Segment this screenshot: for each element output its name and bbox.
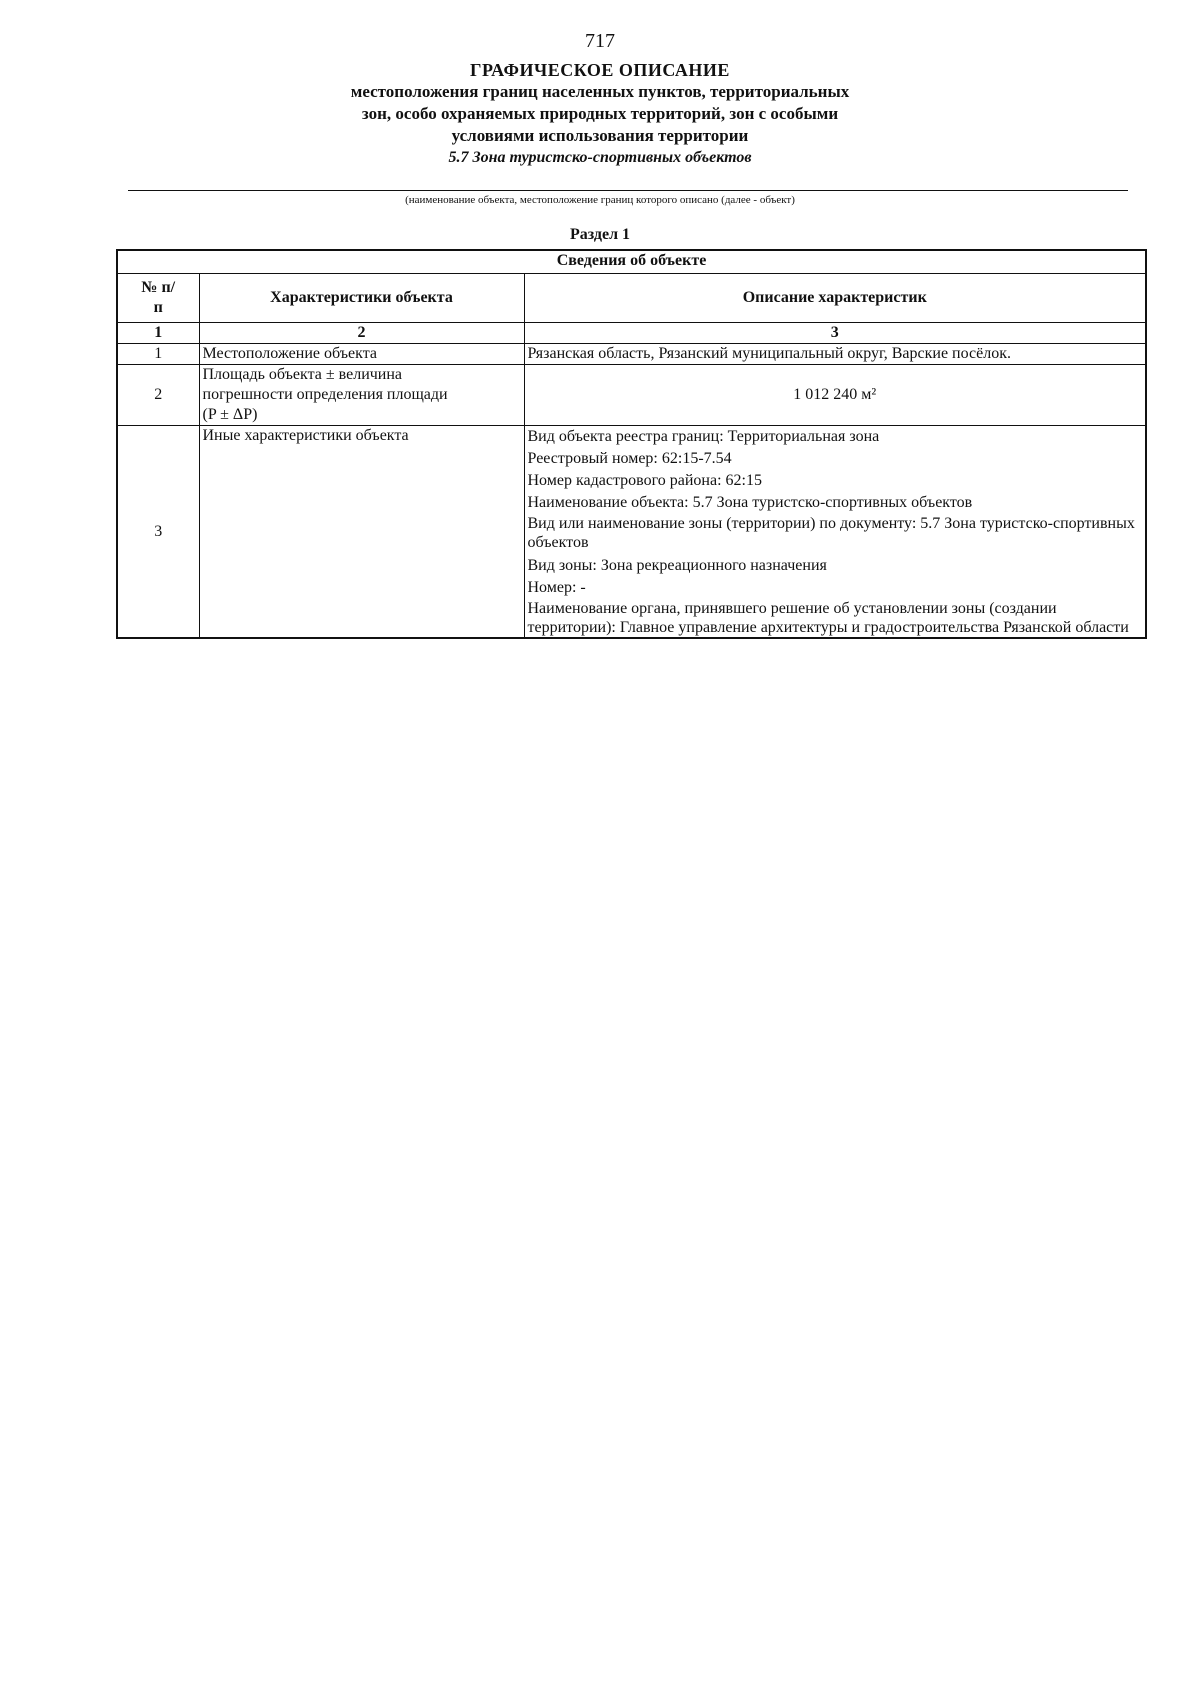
row-description: 1 012 240 м²: [524, 365, 1146, 426]
document-title: ГРАФИЧЕСКОЕ ОПИСАНИЕ: [470, 60, 730, 80]
column-header-description: Описание характеристик: [524, 274, 1146, 323]
row-description: Рязанская область, Рязанский муниципальный округ, Варские посёлок.: [524, 344, 1146, 365]
table-row: [117, 426, 1146, 639]
table-row: [117, 365, 1146, 426]
row-number: 1: [117, 344, 199, 365]
table-title: Сведения об объекте: [117, 250, 1146, 274]
column-number: 1: [117, 323, 199, 344]
description-item: Вид зоны: Зона рекреационного назначения: [527, 557, 827, 574]
description-item: Вид объекта реестра границ: Территориальная зона: [527, 428, 880, 445]
row-characteristic: [199, 365, 524, 426]
row-description: [524, 426, 1146, 639]
description-item: Вид или наименование зоны (территории) по документу: 5.7 Зона туристско-спортивных объектов: [527, 515, 1135, 551]
description-item: Номер кадастрового района: 62:15: [527, 472, 762, 489]
column-number: 3: [524, 323, 1146, 344]
row-characteristic-line: (P ± ΔP): [202, 406, 258, 423]
document-subtitle-line: зон, особо охраняемых природных территорий, зон с особыми: [361, 104, 839, 123]
object-name-underline: [128, 190, 1128, 191]
page-number: 717: [585, 30, 615, 52]
object-name-caption: (наименование объекта, местоположение границ которого описано (далее - объект): [405, 194, 795, 206]
row-number: 2: [117, 365, 199, 426]
row-characteristic: Местоположение объекта: [199, 344, 524, 365]
description-item: Наименование объекта: 5.7 Зона туристско-спортивных объектов: [527, 494, 973, 511]
section-title: Раздел 1: [569, 226, 631, 243]
document-header: [0, 59, 1200, 168]
description-item: Реестровый номер: 62:15-7.54: [527, 450, 732, 467]
object-name: 5.7 Зона туристско-спортивных объектов: [448, 149, 752, 166]
row-number: 3: [117, 426, 199, 639]
table-row: [117, 344, 1146, 365]
column-number: 2: [199, 323, 524, 344]
column-header-number: [117, 274, 199, 323]
column-header-characteristic: Характеристики объекта: [199, 274, 524, 323]
row-characteristic-line: Площадь объекта ± величина: [202, 366, 403, 383]
row-characteristic-line: погрешности определения площади: [202, 386, 448, 403]
column-header-number-text: № п/п: [141, 279, 176, 316]
description-item: Наименование органа, принявшего решение об установлении зоны (создании территории): Главное управление архитектуры и градостроительства Рязанской области: [527, 600, 1129, 636]
document-subtitle-line: местоположения границ населенных пунктов, территориальных: [350, 82, 850, 101]
row-characteristic: Иные характеристики объекта: [199, 426, 524, 639]
object-info-table: [116, 249, 1147, 639]
description-item: Номер: -: [527, 579, 586, 596]
document-subtitle-line: условиями использования территории: [451, 126, 749, 145]
